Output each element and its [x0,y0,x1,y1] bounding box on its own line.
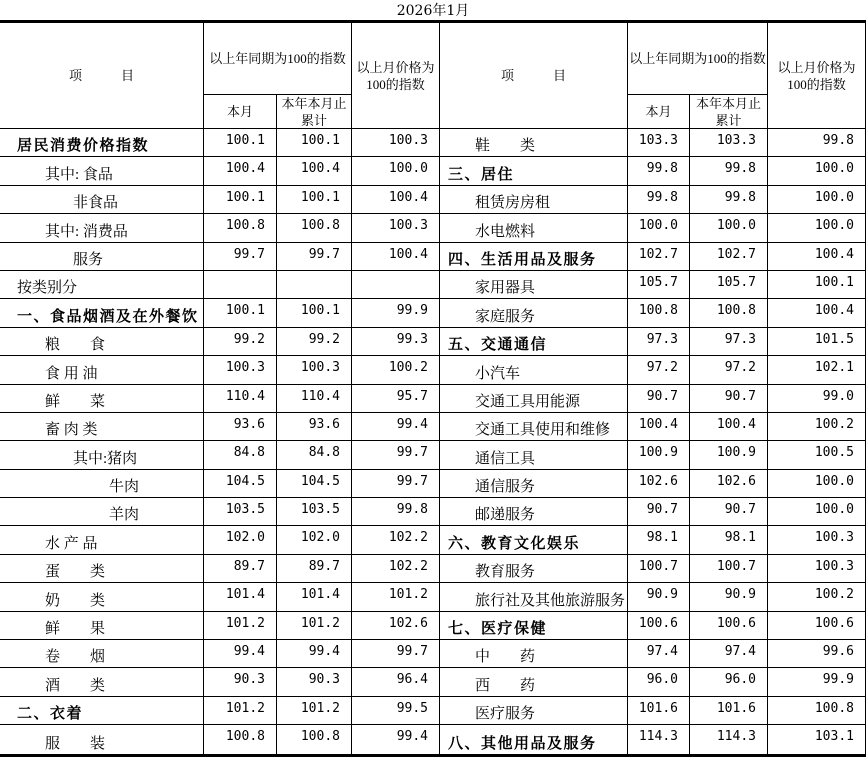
value-cumulative: 90.9 [690,583,768,611]
row-label: 粮 食 [0,328,204,356]
value-mom: 100.4 [352,243,440,271]
header-mom-index: 以上月价格为100的指数 [768,23,866,129]
value-cumulative: 101.2 [277,612,352,640]
row-label: 羊肉 [0,498,204,526]
value-cumulative: 102.6 [690,470,768,498]
value-cumulative: 114.3 [690,725,768,753]
value-mom: 100.3 [768,555,866,583]
row-label: 一、食品烟酒及在外餐饮 [0,299,204,327]
value-cumulative: 97.3 [690,328,768,356]
value-this-month: 110.4 [204,385,277,413]
value-cumulative: 101.6 [690,697,768,725]
value-mom: 95.7 [352,385,440,413]
row-label: 居民消费价格指数 [0,129,204,157]
value-cumulative: 105.7 [690,271,768,299]
cpi-table-right [440,23,866,754]
row-label: 七、医疗保健 [440,612,628,640]
value-this-month: 103.3 [628,129,690,157]
row-label: 租赁房房租 [440,186,628,214]
row-label: 通信服务 [440,470,628,498]
value-cumulative: 99.8 [690,186,768,214]
row-label: 其中: 消费品 [0,214,204,242]
value-mom: 99.5 [352,697,440,725]
value-this-month: 100.6 [628,612,690,640]
row-label: 卷 烟 [0,640,204,668]
value-cumulative: 100.4 [277,157,352,185]
value-this-month: 102.7 [628,243,690,271]
row-label: 鞋 类 [440,129,628,157]
row-label: 食 用 油 [0,356,204,384]
value-this-month: 101.6 [628,697,690,725]
value-mom: 101.5 [768,328,866,356]
value-this-month: 100.1 [204,129,277,157]
value-this-month: 100.8 [628,299,690,327]
value-mom: 100.3 [352,214,440,242]
value-mom: 99.3 [352,328,440,356]
value-this-month: 84.8 [204,441,277,469]
header-cumulative: 本年本月止累计 [690,95,768,129]
row-label: 医疗服务 [440,697,628,725]
value-mom: 102.6 [352,612,440,640]
value-cumulative: 100.8 [277,725,352,753]
value-this-month: 97.2 [628,356,690,384]
value-cumulative: 99.2 [277,328,352,356]
header-yoy-index: 以上年同期为100的指数 [204,23,352,95]
value-cumulative: 90.7 [690,385,768,413]
row-label: 非食品 [0,186,204,214]
value-this-month: 100.1 [204,299,277,327]
row-label: 畜 肉 类 [0,413,204,441]
value-this-month: 99.8 [628,157,690,185]
value-cumulative: 84.8 [277,441,352,469]
value-mom: 102.2 [352,555,440,583]
value-this-month: 90.7 [628,385,690,413]
row-label: 鲜 菜 [0,385,204,413]
value-mom: 99.0 [768,385,866,413]
value-this-month: 90.9 [628,583,690,611]
value-this-month: 89.7 [204,555,277,583]
value-mom: 100.1 [768,271,866,299]
value-mom: 100.4 [768,299,866,327]
value-mom: 96.4 [352,668,440,696]
report-title: 2026年1月 [396,3,470,19]
value-mom: 100.2 [768,583,866,611]
value-mom: 100.6 [768,612,866,640]
row-label: 家用器具 [440,271,628,299]
value-cumulative: 98.1 [690,526,768,554]
header-mom-index: 以上月价格为100的指数 [352,23,440,129]
row-label: 家庭服务 [440,299,628,327]
value-this-month: 114.3 [628,725,690,753]
value-cumulative: 99.7 [277,243,352,271]
value-mom: 100.0 [768,157,866,185]
row-label: 水电燃料 [440,214,628,242]
row-label: 西 药 [440,668,628,696]
row-label: 六、教育文化娱乐 [440,526,628,554]
value-this-month: 100.1 [204,186,277,214]
row-label: 其中: 食品 [0,157,204,185]
row-label: 教育服务 [440,555,628,583]
value-mom: 99.8 [768,129,866,157]
value-cumulative: 110.4 [277,385,352,413]
row-label: 四、生活用品及服务 [440,243,628,271]
value-this-month: 100.0 [628,214,690,242]
value-this-month: 99.4 [204,640,277,668]
row-label: 服务 [0,243,204,271]
value-mom: 100.2 [352,356,440,384]
row-label: 酒 类 [0,668,204,696]
row-label: 中 药 [440,640,628,668]
header-item: 项 目 [0,23,204,129]
value-this-month: 90.7 [628,498,690,526]
value-this-month: 99.8 [628,186,690,214]
value-this-month: 100.4 [628,413,690,441]
header-cumulative: 本年本月止累计 [277,95,352,129]
value-mom: 100.4 [768,243,866,271]
value-cumulative: 100.3 [277,356,352,384]
value-this-month: 100.8 [204,214,277,242]
value-mom: 100.3 [768,526,866,554]
value-cumulative: 97.2 [690,356,768,384]
value-cumulative: 99.8 [690,157,768,185]
value-cumulative: 102.7 [690,243,768,271]
value-cumulative: 100.1 [277,129,352,157]
value-this-month: 100.8 [204,725,277,753]
value-this-month: 97.3 [628,328,690,356]
value-mom: 100.3 [352,129,440,157]
value-this-month: 104.5 [204,470,277,498]
value-cumulative: 100.7 [690,555,768,583]
row-label: 小汽车 [440,356,628,384]
row-label: 交通工具使用和维修 [440,413,628,441]
header-item: 项 目 [440,23,628,129]
value-this-month: 100.9 [628,441,690,469]
value-this-month: 102.6 [628,470,690,498]
value-mom: 103.1 [768,725,866,753]
cpi-table-left [0,23,440,754]
value-mom: 102.2 [352,526,440,554]
value-cumulative: 100.9 [690,441,768,469]
row-label: 八、其他用品及服务 [440,725,628,753]
row-label: 五、交通通信 [440,328,628,356]
value-mom: 100.0 [768,498,866,526]
row-label: 交通工具用能源 [440,385,628,413]
value-cumulative: 90.3 [277,668,352,696]
header-this-month: 本月 [204,95,277,129]
value-mom: 100.5 [768,441,866,469]
value-this-month: 105.7 [628,271,690,299]
value-cumulative: 100.8 [690,299,768,327]
value-mom: 100.0 [768,470,866,498]
value-cumulative: 100.4 [690,413,768,441]
row-label: 服 装 [0,725,204,753]
value-cumulative: 99.4 [277,640,352,668]
row-label: 其中:猪肉 [0,441,204,469]
value-this-month: 100.3 [204,356,277,384]
value-mom: 100.0 [768,214,866,242]
value-mom: 99.7 [352,470,440,498]
value-mom: 100.2 [768,413,866,441]
value-this-month: 101.2 [204,612,277,640]
value-mom: 99.4 [352,413,440,441]
header-yoy-index: 以上年同期为100的指数 [628,23,768,95]
value-this-month: 100.7 [628,555,690,583]
value-this-month: 97.4 [628,640,690,668]
value-this-month: 99.2 [204,328,277,356]
header-this-month: 本月 [628,95,690,129]
value-mom: 99.4 [352,725,440,753]
row-label: 水 产 品 [0,526,204,554]
value-cumulative: 100.1 [277,299,352,327]
value-cumulative: 89.7 [277,555,352,583]
value-mom: 100.0 [768,186,866,214]
value-mom: 99.7 [352,640,440,668]
row-label: 按类别分 [0,271,204,299]
row-label: 鲜 果 [0,612,204,640]
row-label: 通信工具 [440,441,628,469]
value-mom: 99.9 [352,299,440,327]
value-this-month: 101.4 [204,583,277,611]
row-label: 蛋 类 [0,555,204,583]
value-this-month: 98.1 [628,526,690,554]
value-this-month [204,271,277,299]
value-mom: 100.8 [768,697,866,725]
cpi-tables [0,20,866,757]
value-mom: 99.9 [768,668,866,696]
value-cumulative: 96.0 [690,668,768,696]
value-this-month: 101.2 [204,697,277,725]
row-label: 邮递服务 [440,498,628,526]
value-cumulative: 103.3 [690,129,768,157]
value-cumulative: 102.0 [277,526,352,554]
value-this-month: 99.7 [204,243,277,271]
value-this-month: 93.6 [204,413,277,441]
value-cumulative: 100.6 [690,612,768,640]
value-mom: 99.6 [768,640,866,668]
value-cumulative: 104.5 [277,470,352,498]
row-label: 牛肉 [0,470,204,498]
row-label: 旅行社及其他旅游服务 [440,583,628,611]
value-this-month: 102.0 [204,526,277,554]
value-cumulative: 100.1 [277,186,352,214]
row-label: 三、居住 [440,157,628,185]
value-this-month: 96.0 [628,668,690,696]
value-cumulative [277,271,352,299]
value-cumulative: 93.6 [277,413,352,441]
row-label: 二、衣着 [0,697,204,725]
value-mom: 99.8 [352,498,440,526]
value-mom: 102.1 [768,356,866,384]
value-cumulative: 97.4 [690,640,768,668]
value-this-month: 100.4 [204,157,277,185]
value-cumulative: 101.4 [277,583,352,611]
value-mom: 101.2 [352,583,440,611]
value-mom [352,271,440,299]
value-mom: 100.0 [352,157,440,185]
value-this-month: 103.5 [204,498,277,526]
value-this-month: 90.3 [204,668,277,696]
value-cumulative: 100.8 [277,214,352,242]
value-cumulative: 103.5 [277,498,352,526]
value-cumulative: 90.7 [690,498,768,526]
value-cumulative: 100.0 [690,214,768,242]
value-cumulative: 101.2 [277,697,352,725]
value-mom: 99.7 [352,441,440,469]
row-label: 奶 类 [0,583,204,611]
value-mom: 100.4 [352,186,440,214]
